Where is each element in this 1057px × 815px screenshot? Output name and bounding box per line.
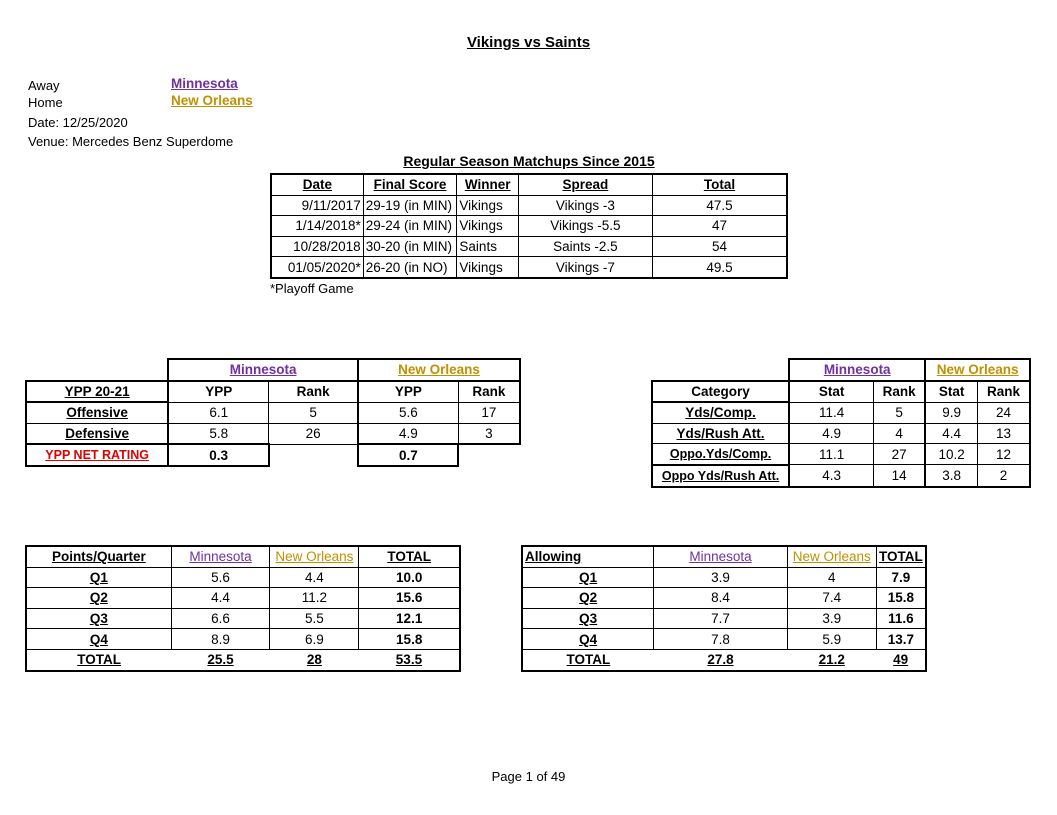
column-header: Stat [789,381,873,403]
row-label: Q2 [26,588,171,609]
table-cell: 4.4 [171,588,270,609]
team-b-header: New Orleans [270,546,359,567]
table-cell: 8.4 [654,588,787,609]
table-cell: 6.6 [171,608,270,629]
allowing-label: Allowing [522,546,654,567]
table-cell: 11.4 [789,402,873,423]
row-label: Oppo Yds/Rush Att. [652,465,789,487]
table-cell: 15.6 [359,588,460,609]
table-cell: 7.9 [876,567,926,588]
away-team: Minnesota [171,76,238,91]
column-header: YPP [168,381,268,403]
table-header-row [522,546,926,567]
team-a-header: Minnesota [168,359,358,381]
table-cell: 27 [874,444,926,465]
table-header-row [652,381,1030,403]
page-number: Page 1 of 49 [491,769,566,784]
table-cell: 3 [458,423,520,444]
table-cell: 25.5 [207,652,234,668]
table-cell: Saints [457,236,518,257]
table-row [522,567,926,588]
row-label: Defensive [26,423,168,444]
table-cell: 3.9 [654,567,787,588]
table-header-row [652,359,1030,381]
table-cell: 17 [458,402,520,423]
row-label: Q3 [522,608,654,629]
table-cell: 49.5 [652,257,787,278]
table-cell: 5 [874,402,926,423]
table-cell: 4.9 [358,423,458,444]
table-cell: Vikings -3 [518,195,652,216]
table-cell: 4.3 [789,465,873,487]
table-row [522,608,926,629]
column-header: Rank [458,381,520,403]
row-label: Q2 [522,588,654,609]
row-label: TOTAL [77,652,121,668]
game-venue: Venue: Mercedes Benz Superdome [28,134,234,149]
team-a-header: Minnesota [654,546,787,567]
table-cell: 11.2 [270,588,359,609]
table-cell: 29-24 (in MIN) [363,216,457,237]
table-cell: 5.8 [168,423,268,444]
table-cell: 7.4 [787,588,876,609]
table-cell: 4.4 [270,567,359,588]
row-label: TOTAL [566,652,611,668]
table-cell: 26 [269,423,358,444]
table-header-row [26,359,520,381]
table-row [26,608,460,629]
table-cell: 49 [893,652,909,668]
row-label: Q1 [26,567,171,588]
row-label: Q4 [26,629,171,650]
table-cell: 5 [269,402,358,423]
table-cell: 6.9 [270,629,359,650]
row-label: Yds/Comp. [652,402,789,423]
table-header-row [26,546,460,567]
total-row [26,649,460,670]
table-cell: 9/11/2017 [271,195,363,216]
column-header: Date [271,174,363,195]
team-a-net-rating: 0.3 [168,444,268,466]
table-cell: 4 [787,567,876,588]
column-header: Rank [269,381,358,403]
table-cell: 12 [977,444,1030,465]
column-header: Winner [457,174,518,195]
table-cell: 5.6 [171,567,270,588]
table-row [271,236,787,257]
table-cell: 01/05/2020* [271,257,363,278]
table-cell: 54 [652,236,787,257]
table-cell: 6.1 [168,402,268,423]
table-header-row [271,174,787,195]
points-label: Points/Quarter [26,546,171,567]
table-cell: 12.1 [359,608,460,629]
total-row [522,649,926,670]
column-header: Rank [874,381,926,403]
table-cell: 11.1 [789,444,873,465]
row-label: Q1 [522,567,654,588]
column-header: Total [652,174,787,195]
table-cell: 10/28/2018 [271,236,363,257]
allowing-table [521,545,927,672]
home-team: New Orleans [171,93,253,108]
table-cell: 2 [977,465,1030,487]
table-cell: 10.0 [359,567,460,588]
column-header: YPP [358,381,458,403]
playoff-note: *Playoff Game [270,281,354,296]
table-row [652,444,1030,465]
page-title: Vikings vs Saints [466,34,591,51]
table-cell: 27.8 [707,652,734,668]
row-label: Q3 [26,608,171,629]
table-cell: 13 [977,423,1030,444]
table-row [522,588,926,609]
table-cell: 5.5 [270,608,359,629]
table-cell: 21.2 [818,652,845,668]
game-date: Date: 12/25/2020 [28,115,128,130]
table-cell: 47.5 [652,195,787,216]
table-cell: 7.7 [654,608,787,629]
matchups-table [270,173,788,279]
table-cell: 9.9 [925,402,977,423]
matchups-caption: Regular Season Matchups Since 2015 [403,153,655,169]
table-row [26,402,520,423]
team-b-header: New Orleans [787,546,876,567]
total-header: TOTAL [876,546,926,567]
table-row [26,423,520,444]
net-rating-label: YPP NET RATING [26,444,168,466]
row-label: Q4 [522,629,654,650]
table-cell: 15.8 [359,629,460,650]
table-cell: 28 [306,652,322,668]
column-header: Category [652,381,789,403]
table-cell: 7.8 [654,629,787,650]
table-row [26,629,460,650]
team-a-header: Minnesota [789,359,925,381]
table-cell: 14 [874,465,926,487]
row-label: Offensive [26,402,168,423]
table-cell: 29-19 (in MIN) [363,195,457,216]
table-header-row [26,381,520,403]
ypp-table [25,358,521,467]
table-cell: 11.6 [876,608,926,629]
table-row [522,629,926,650]
total-header: TOTAL [359,546,460,567]
table-cell: Vikings [457,195,518,216]
table-cell: Vikings [457,216,518,237]
table-cell: 1/14/2018* [271,216,363,237]
column-header: Spread [518,174,652,195]
table-cell: Vikings [457,257,518,278]
table-row [652,465,1030,487]
table-row [271,195,787,216]
category-table [651,358,1031,488]
row-label: Oppo.Yds/Comp. [652,444,789,465]
table-row [271,216,787,237]
table-row [271,257,787,278]
table-cell: Vikings -7 [518,257,652,278]
column-header: Final Score [363,174,457,195]
home-label: Home [28,95,63,110]
column-header: Rank [977,381,1030,403]
team-b-header: New Orleans [925,359,1030,381]
table-cell: 24 [977,402,1030,423]
table-cell: 3.9 [787,608,876,629]
ypp-label: YPP 20-21 [26,381,168,403]
table-cell: 3.8 [925,465,977,487]
table-cell: 47 [652,216,787,237]
table-cell: 5.6 [358,402,458,423]
table-cell: 53.5 [395,652,423,668]
table-cell: Saints -2.5 [518,236,652,257]
table-cell: 26-20 (in NO) [363,257,457,278]
table-cell: 5.9 [787,629,876,650]
table-row [26,588,460,609]
table-row [652,423,1030,444]
table-cell: 4.9 [789,423,873,444]
away-label: Away [28,78,60,93]
table-cell: 10.2 [925,444,977,465]
table-row [26,444,520,466]
table-cell: 4 [874,423,926,444]
row-label: Yds/Rush Att. [652,423,789,444]
table-cell: 8.9 [171,629,270,650]
table-cell: 15.8 [876,588,926,609]
table-cell: 13.7 [876,629,926,650]
points-table [25,545,461,672]
table-cell: Vikings -5.5 [518,216,652,237]
table-cell: 4.4 [925,423,977,444]
team-b-header: New Orleans [358,359,520,381]
table-row [652,402,1030,423]
column-header: Stat [925,381,977,403]
table-cell: 30-20 (in MIN) [363,236,457,257]
table-row [26,567,460,588]
team-a-header: Minnesota [171,546,270,567]
team-b-net-rating: 0.7 [358,444,458,466]
